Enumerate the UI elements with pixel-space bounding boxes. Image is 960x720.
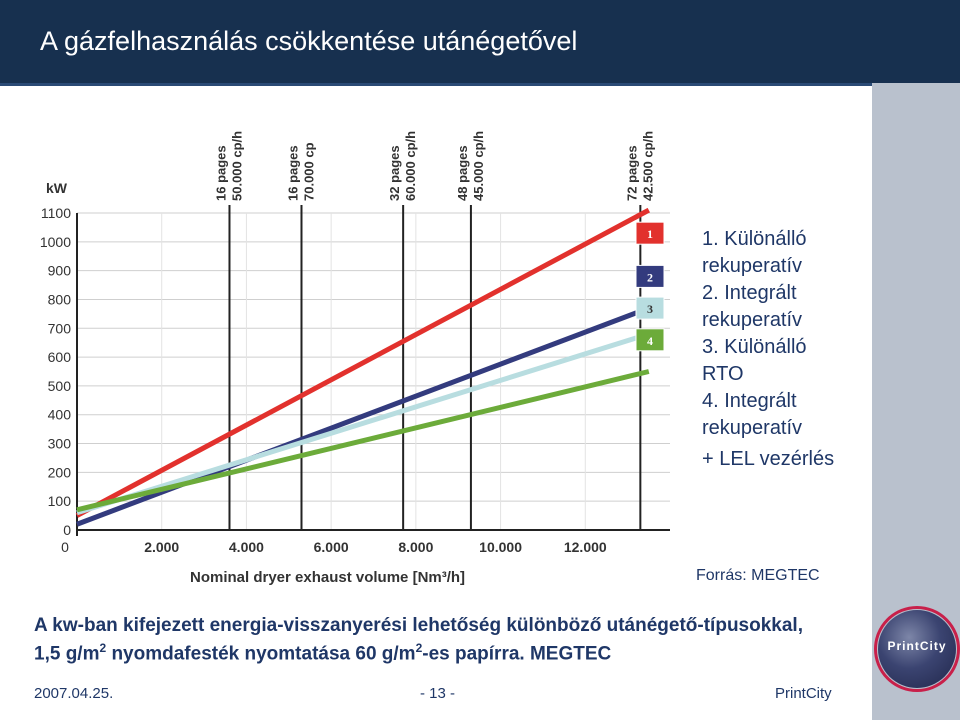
caption bbox=[34, 615, 834, 665]
reference-label-1: 72 pages bbox=[624, 145, 640, 201]
legend-item-2: 2. Integrált rekuperatív bbox=[702, 282, 803, 331]
reference-label-2: 42.500 cp/h bbox=[640, 130, 656, 201]
series-line-4 bbox=[77, 372, 649, 510]
y-tick-label: 1100 bbox=[40, 205, 71, 221]
series-badge-label: 3 bbox=[647, 302, 653, 317]
y-tick-label: 0 bbox=[63, 522, 71, 538]
series-line-2 bbox=[77, 308, 649, 524]
caption-sup-1: 2 bbox=[99, 641, 107, 655]
reference-label-1: 48 pages bbox=[454, 145, 470, 201]
reference-label-2: 70.000 cp bbox=[301, 142, 317, 201]
reference-label-2: 60.000 cp/h bbox=[403, 130, 419, 201]
legend-item-4: 4. Integrált rekuperatív bbox=[702, 390, 803, 439]
x-origin-label: 0 bbox=[61, 539, 69, 555]
x-tick-label: 8.000 bbox=[398, 539, 434, 555]
x-tick-label: 2.000 bbox=[144, 539, 180, 555]
y-tick-label: 500 bbox=[47, 377, 71, 394]
reference-label-1: 16 pages bbox=[213, 145, 229, 201]
x-tick-label: 6.000 bbox=[313, 539, 349, 555]
printcity-logo-text: PrintCity bbox=[887, 639, 947, 653]
x-tick-label: 12.000 bbox=[563, 539, 607, 555]
caption-part-3: -es papírra. MEGTEC bbox=[422, 643, 612, 665]
footer-page: - 13 - bbox=[420, 685, 456, 702]
series-badge-label: 1 bbox=[647, 227, 653, 242]
y-tick-label: 300 bbox=[47, 435, 71, 452]
series-badge-label: 4 bbox=[647, 333, 653, 348]
y-tick-label: 100 bbox=[47, 493, 71, 510]
y-tick-label: 1000 bbox=[39, 233, 71, 250]
y-tick-label: 700 bbox=[47, 320, 71, 337]
legend-extra: + LEL vezérlés bbox=[702, 448, 835, 470]
x-tick-label: 4.000 bbox=[228, 539, 264, 555]
reference-label-2: 50.000 cp/h bbox=[229, 130, 245, 201]
reference-label-1: 16 pages bbox=[285, 145, 301, 201]
y-axis-title: kW bbox=[46, 180, 67, 196]
y-tick-label: 600 bbox=[47, 349, 71, 366]
y-tick-label: 800 bbox=[47, 291, 71, 308]
y-tick-label: 900 bbox=[47, 262, 71, 279]
y-tick-label: 200 bbox=[47, 464, 71, 481]
legend-item-1: 1. Különálló rekuperatív bbox=[702, 228, 807, 277]
series-badge-label: 2 bbox=[647, 270, 653, 285]
reference-label-1: 32 pages bbox=[387, 145, 403, 201]
caption-sup-2: 2 bbox=[415, 641, 423, 655]
legend-item-3: 3. Különálló RTO bbox=[702, 336, 807, 385]
caption-part-1: A kw-ban kifejezett energia-visszanyerési lehetőség különböző utánégető-típusokkal, 1,5 g/m bbox=[34, 615, 803, 665]
footer-date: 2007.04.25. bbox=[34, 685, 114, 702]
source-text: Forrás: MEGTEC bbox=[696, 567, 820, 584]
slide-title: A gázfelhasználás csökkentése utánégetővel bbox=[40, 26, 578, 56]
caption-part-2: nyomdafesték nyomtatása 60 g/m bbox=[106, 643, 416, 665]
title-bar bbox=[0, 0, 960, 86]
legend bbox=[702, 226, 852, 473]
x-axis-title: Nominal dryer exhaust volume [Nm³/h] bbox=[190, 569, 466, 586]
y-tick-label: 400 bbox=[47, 406, 71, 423]
reference-label-2: 45.000 cp/h bbox=[470, 130, 486, 201]
x-tick-label: 10.000 bbox=[479, 539, 522, 555]
footer-company: PrintCity bbox=[775, 685, 832, 702]
